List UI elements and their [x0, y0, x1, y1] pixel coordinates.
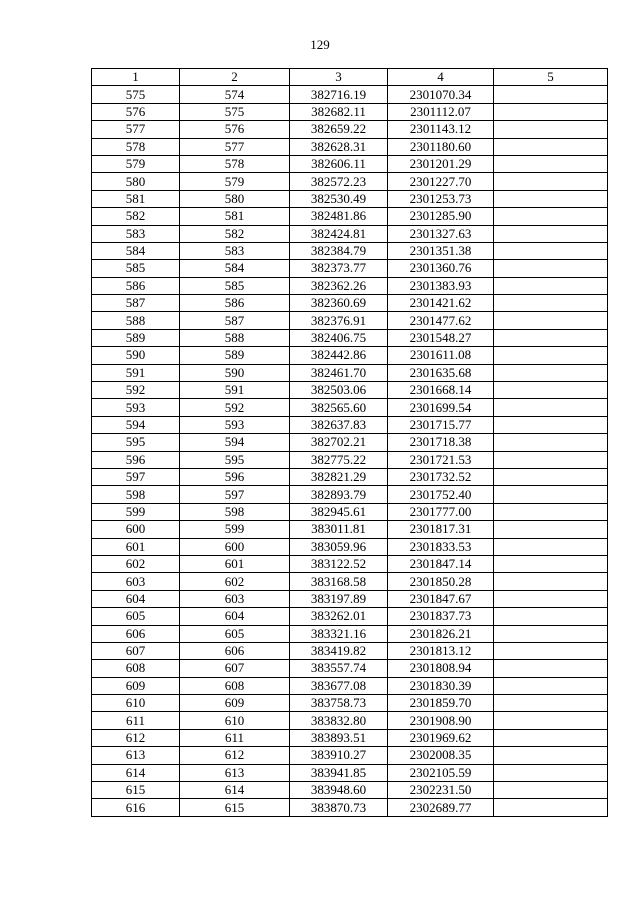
table-cell-col-5 [494, 695, 608, 712]
table-cell-col-1: 576 [92, 103, 180, 120]
table-cell-col-2: 593 [180, 416, 290, 433]
table-cell-col-2: 592 [180, 399, 290, 416]
table-cell-col-2: 586 [180, 295, 290, 312]
table-cell-col-4: 2301847.67 [388, 590, 494, 607]
table-cell-col-3: 383910.27 [290, 747, 388, 764]
table-row [92, 660, 608, 677]
table-cell-col-3: 382362.26 [290, 277, 388, 294]
table-cell-col-1: 589 [92, 329, 180, 346]
table-row [92, 747, 608, 764]
table-cell-col-5 [494, 242, 608, 259]
table-cell-col-2: 599 [180, 521, 290, 538]
table-cell-col-1: 596 [92, 451, 180, 468]
table-cell-col-4: 2301327.63 [388, 225, 494, 242]
table-cell-col-4: 2301383.93 [388, 277, 494, 294]
table-cell-col-4: 2301285.90 [388, 208, 494, 225]
table-cell-col-5 [494, 660, 608, 677]
table-row [92, 764, 608, 781]
table-cell-col-2: 603 [180, 590, 290, 607]
table-row [92, 103, 608, 120]
table-cell-col-3: 383011.81 [290, 521, 388, 538]
table-cell-col-2: 610 [180, 712, 290, 729]
table-cell-col-3: 382945.61 [290, 503, 388, 520]
table-cell-col-4: 2301351.38 [388, 242, 494, 259]
table-cell-col-1: 595 [92, 434, 180, 451]
table-cell-col-5 [494, 138, 608, 155]
table-cell-col-1: 615 [92, 782, 180, 799]
table-cell-col-2: 602 [180, 573, 290, 590]
table-row [92, 364, 608, 381]
table-cell-col-1: 591 [92, 364, 180, 381]
table-cell-col-4: 2301837.73 [388, 608, 494, 625]
table-cell-col-4: 2302105.59 [388, 764, 494, 781]
column-header-1: 1 [92, 69, 180, 86]
column-header-3: 3 [290, 69, 388, 86]
table-cell-col-1: 616 [92, 799, 180, 816]
table-cell-col-1: 611 [92, 712, 180, 729]
table-cell-col-2: 582 [180, 225, 290, 242]
table-cell-col-4: 2301721.53 [388, 451, 494, 468]
table-cell-col-5 [494, 799, 608, 816]
table-cell-col-2: 597 [180, 486, 290, 503]
table-row [92, 695, 608, 712]
table-cell-col-3: 382893.79 [290, 486, 388, 503]
table-cell-col-1: 575 [92, 86, 180, 103]
table-cell-col-1: 609 [92, 677, 180, 694]
table-cell-col-1: 586 [92, 277, 180, 294]
table-row [92, 468, 608, 485]
table-cell-col-4: 2301808.94 [388, 660, 494, 677]
table-cell-col-4: 2302231.50 [388, 782, 494, 799]
table-cell-col-2: 587 [180, 312, 290, 329]
table-cell-col-4: 2301070.34 [388, 86, 494, 103]
table-row [92, 625, 608, 642]
table-cell-col-5 [494, 173, 608, 190]
table-cell-col-3: 382406.75 [290, 329, 388, 346]
table-cell-col-4: 2301847.14 [388, 555, 494, 572]
table-cell-col-3: 383948.60 [290, 782, 388, 799]
table-cell-col-5 [494, 295, 608, 312]
table-cell-col-3: 382637.83 [290, 416, 388, 433]
table-cell-col-3: 383677.08 [290, 677, 388, 694]
table-cell-col-1: 579 [92, 155, 180, 172]
table-cell-col-2: 577 [180, 138, 290, 155]
table-row [92, 155, 608, 172]
table-cell-col-2: 608 [180, 677, 290, 694]
table-cell-col-5 [494, 555, 608, 572]
table-cell-col-3: 383941.85 [290, 764, 388, 781]
table-cell-col-2: 609 [180, 695, 290, 712]
table-cell-col-5 [494, 434, 608, 451]
table-cell-col-4: 2301715.77 [388, 416, 494, 433]
table-row [92, 712, 608, 729]
table-row [92, 608, 608, 625]
table-cell-col-5 [494, 590, 608, 607]
table-cell-col-5 [494, 764, 608, 781]
table-cell-col-2: 607 [180, 660, 290, 677]
table-cell-col-2: 580 [180, 190, 290, 207]
table-cell-col-1: 610 [92, 695, 180, 712]
table-row [92, 434, 608, 451]
table-cell-col-3: 382461.70 [290, 364, 388, 381]
table-cell-col-3: 382384.79 [290, 242, 388, 259]
table-cell-col-2: 578 [180, 155, 290, 172]
table-cell-col-1: 577 [92, 121, 180, 138]
table-row [92, 451, 608, 468]
table-cell-col-1: 590 [92, 347, 180, 364]
table-cell-col-2: 600 [180, 538, 290, 555]
table-row [92, 486, 608, 503]
table-row [92, 416, 608, 433]
page-number: 129 [310, 37, 330, 52]
table-row [92, 799, 608, 816]
table-cell-col-5 [494, 260, 608, 277]
table-cell-col-1: 599 [92, 503, 180, 520]
table-cell-col-4: 2301908.90 [388, 712, 494, 729]
table-cell-col-2: 615 [180, 799, 290, 816]
table-cell-col-2: 611 [180, 729, 290, 746]
table-row [92, 538, 608, 555]
table-cell-col-4: 2301732.52 [388, 468, 494, 485]
table-cell-col-1: 614 [92, 764, 180, 781]
table-cell-col-4: 2301813.12 [388, 642, 494, 659]
table-cell-col-5 [494, 729, 608, 746]
table-cell-col-3: 382424.81 [290, 225, 388, 242]
table-cell-col-5 [494, 573, 608, 590]
table-cell-col-2: 583 [180, 242, 290, 259]
table-cell-col-4: 2301718.38 [388, 434, 494, 451]
table-cell-col-1: 597 [92, 468, 180, 485]
table-cell-col-2: 574 [180, 86, 290, 103]
table-cell-col-5 [494, 416, 608, 433]
table-row [92, 208, 608, 225]
table-cell-col-1: 607 [92, 642, 180, 659]
table-cell-col-4: 2301777.00 [388, 503, 494, 520]
table-cell-col-5 [494, 399, 608, 416]
table-row [92, 225, 608, 242]
table-cell-col-1: 581 [92, 190, 180, 207]
table-cell-col-5 [494, 382, 608, 399]
table-cell-col-3: 383197.89 [290, 590, 388, 607]
table-cell-col-3: 383122.52 [290, 555, 388, 572]
table-cell-col-3: 382682.11 [290, 103, 388, 120]
table-cell-col-3: 382373.77 [290, 260, 388, 277]
table-cell-col-4: 2301699.54 [388, 399, 494, 416]
table-row [92, 573, 608, 590]
table-cell-col-2: 605 [180, 625, 290, 642]
table-cell-col-1: 593 [92, 399, 180, 416]
table-cell-col-5 [494, 503, 608, 520]
table-cell-col-4: 2301668.14 [388, 382, 494, 399]
table-cell-col-5 [494, 747, 608, 764]
table-cell-col-4: 2301850.28 [388, 573, 494, 590]
table-cell-col-4: 2301253.73 [388, 190, 494, 207]
table-cell-col-3: 382481.86 [290, 208, 388, 225]
table-cell-col-4: 2301859.70 [388, 695, 494, 712]
table-cell-col-3: 383832.80 [290, 712, 388, 729]
table-cell-col-2: 612 [180, 747, 290, 764]
table-cell-col-5 [494, 190, 608, 207]
table-cell-col-4: 2301201.29 [388, 155, 494, 172]
table-cell-col-2: 598 [180, 503, 290, 520]
table-cell-col-3: 382628.31 [290, 138, 388, 155]
table-cell-col-3: 382702.21 [290, 434, 388, 451]
table-cell-col-4: 2301611.08 [388, 347, 494, 364]
table-cell-col-3: 382821.29 [290, 468, 388, 485]
table-cell-col-3: 383893.51 [290, 729, 388, 746]
table-cell-col-4: 2301227.70 [388, 173, 494, 190]
table-cell-col-1: 594 [92, 416, 180, 433]
table-cell-col-3: 382442.86 [290, 347, 388, 364]
table-cell-col-2: 585 [180, 277, 290, 294]
table-row [92, 138, 608, 155]
table-cell-col-3: 383758.73 [290, 695, 388, 712]
table-cell-col-2: 594 [180, 434, 290, 451]
table-cell-col-1: 582 [92, 208, 180, 225]
table-cell-col-1: 584 [92, 242, 180, 259]
table-cell-col-3: 382360.69 [290, 295, 388, 312]
table-row [92, 260, 608, 277]
table-cell-col-1: 585 [92, 260, 180, 277]
table-cell-col-3: 382530.49 [290, 190, 388, 207]
table-cell-col-5 [494, 121, 608, 138]
table-cell-col-2: 588 [180, 329, 290, 346]
table-cell-col-1: 603 [92, 573, 180, 590]
table-cell-col-2: 604 [180, 608, 290, 625]
table-body [92, 86, 608, 816]
table-row [92, 312, 608, 329]
table-cell-col-3: 382775.22 [290, 451, 388, 468]
table-cell-col-4: 2301477.62 [388, 312, 494, 329]
table-cell-col-5 [494, 782, 608, 799]
table-cell-col-5 [494, 347, 608, 364]
table-cell-col-4: 2301969.62 [388, 729, 494, 746]
table-row [92, 121, 608, 138]
table-cell-col-4: 2301752.40 [388, 486, 494, 503]
table-cell-col-2: 576 [180, 121, 290, 138]
table-row [92, 555, 608, 572]
table-cell-col-2: 591 [180, 382, 290, 399]
table-cell-col-4: 2301112.07 [388, 103, 494, 120]
table-cell-col-5 [494, 538, 608, 555]
table-cell-col-3: 383870.73 [290, 799, 388, 816]
table-cell-col-5 [494, 103, 608, 120]
table-cell-col-5 [494, 451, 608, 468]
table-cell-col-5 [494, 521, 608, 538]
table-cell-col-3: 382503.06 [290, 382, 388, 399]
table-row [92, 173, 608, 190]
table-cell-col-3: 383262.01 [290, 608, 388, 625]
table-cell-col-1: 606 [92, 625, 180, 642]
table-cell-col-3: 383419.82 [290, 642, 388, 659]
table-cell-col-3: 382606.11 [290, 155, 388, 172]
table-cell-col-5 [494, 712, 608, 729]
table-row [92, 590, 608, 607]
table-cell-col-4: 2301143.12 [388, 121, 494, 138]
column-header-5: 5 [494, 69, 608, 86]
table-cell-col-2: 584 [180, 260, 290, 277]
table-cell-col-4: 2301548.27 [388, 329, 494, 346]
column-header-2: 2 [180, 69, 290, 86]
column-header-4: 4 [388, 69, 494, 86]
table-row [92, 503, 608, 520]
table-row [92, 347, 608, 364]
table-row [92, 277, 608, 294]
table-cell-col-5 [494, 642, 608, 659]
table-row [92, 782, 608, 799]
table-cell-col-5 [494, 608, 608, 625]
table-cell-col-4: 2302008.35 [388, 747, 494, 764]
table-row [92, 190, 608, 207]
table-cell-col-4: 2301817.31 [388, 521, 494, 538]
table-cell-col-3: 383557.74 [290, 660, 388, 677]
table-cell-col-3: 382716.19 [290, 86, 388, 103]
table-cell-col-1: 608 [92, 660, 180, 677]
table-cell-col-5 [494, 625, 608, 642]
table-cell-col-1: 588 [92, 312, 180, 329]
table-cell-col-4: 2301833.53 [388, 538, 494, 555]
table-cell-col-4: 2301830.39 [388, 677, 494, 694]
table-cell-col-2: 614 [180, 782, 290, 799]
table-cell-col-2: 596 [180, 468, 290, 485]
table-cell-col-1: 583 [92, 225, 180, 242]
table-cell-col-1: 587 [92, 295, 180, 312]
table-row [92, 399, 608, 416]
table-cell-col-4: 2301421.62 [388, 295, 494, 312]
table-cell-col-4: 2301360.76 [388, 260, 494, 277]
table-cell-col-1: 598 [92, 486, 180, 503]
table-cell-col-3: 382376.91 [290, 312, 388, 329]
table-cell-col-2: 575 [180, 103, 290, 120]
table-row [92, 86, 608, 103]
table-cell-col-2: 589 [180, 347, 290, 364]
table-cell-col-3: 382572.23 [290, 173, 388, 190]
table-cell-col-3: 382565.60 [290, 399, 388, 416]
table-cell-col-5 [494, 677, 608, 694]
table-cell-col-1: 578 [92, 138, 180, 155]
table-row [92, 242, 608, 259]
table-cell-col-1: 605 [92, 608, 180, 625]
table-header-row [92, 69, 608, 86]
table-cell-col-5 [494, 364, 608, 381]
table-cell-col-4: 2302689.77 [388, 799, 494, 816]
table-cell-col-5 [494, 468, 608, 485]
table-cell-col-3: 383321.16 [290, 625, 388, 642]
table-row [92, 677, 608, 694]
table-cell-col-5 [494, 277, 608, 294]
table-cell-col-2: 601 [180, 555, 290, 572]
table-cell-col-1: 604 [92, 590, 180, 607]
table-cell-col-2: 579 [180, 173, 290, 190]
table-cell-col-1: 602 [92, 555, 180, 572]
table-cell-col-4: 2301180.60 [388, 138, 494, 155]
table-cell-col-2: 606 [180, 642, 290, 659]
table-cell-col-2: 590 [180, 364, 290, 381]
table-row [92, 729, 608, 746]
table-row [92, 521, 608, 538]
table-row [92, 642, 608, 659]
table-cell-col-5 [494, 225, 608, 242]
table-cell-col-5 [494, 155, 608, 172]
table-cell-col-2: 595 [180, 451, 290, 468]
table-cell-col-4: 2301826.21 [388, 625, 494, 642]
table-cell-col-1: 600 [92, 521, 180, 538]
table-cell-col-1: 592 [92, 382, 180, 399]
table-cell-col-5 [494, 208, 608, 225]
table-row [92, 382, 608, 399]
coordinates-table [91, 68, 608, 817]
table-cell-col-5 [494, 486, 608, 503]
table-cell-col-5 [494, 86, 608, 103]
table-cell-col-1: 580 [92, 173, 180, 190]
table-row [92, 329, 608, 346]
table-cell-col-1: 613 [92, 747, 180, 764]
table-cell-col-5 [494, 312, 608, 329]
table-cell-col-3: 382659.22 [290, 121, 388, 138]
table-cell-col-1: 612 [92, 729, 180, 746]
table-cell-col-3: 383168.58 [290, 573, 388, 590]
table-row [92, 295, 608, 312]
table-cell-col-2: 613 [180, 764, 290, 781]
table-cell-col-4: 2301635.68 [388, 364, 494, 381]
table-cell-col-2: 581 [180, 208, 290, 225]
table-cell-col-5 [494, 329, 608, 346]
table-cell-col-1: 601 [92, 538, 180, 555]
table-cell-col-3: 383059.96 [290, 538, 388, 555]
